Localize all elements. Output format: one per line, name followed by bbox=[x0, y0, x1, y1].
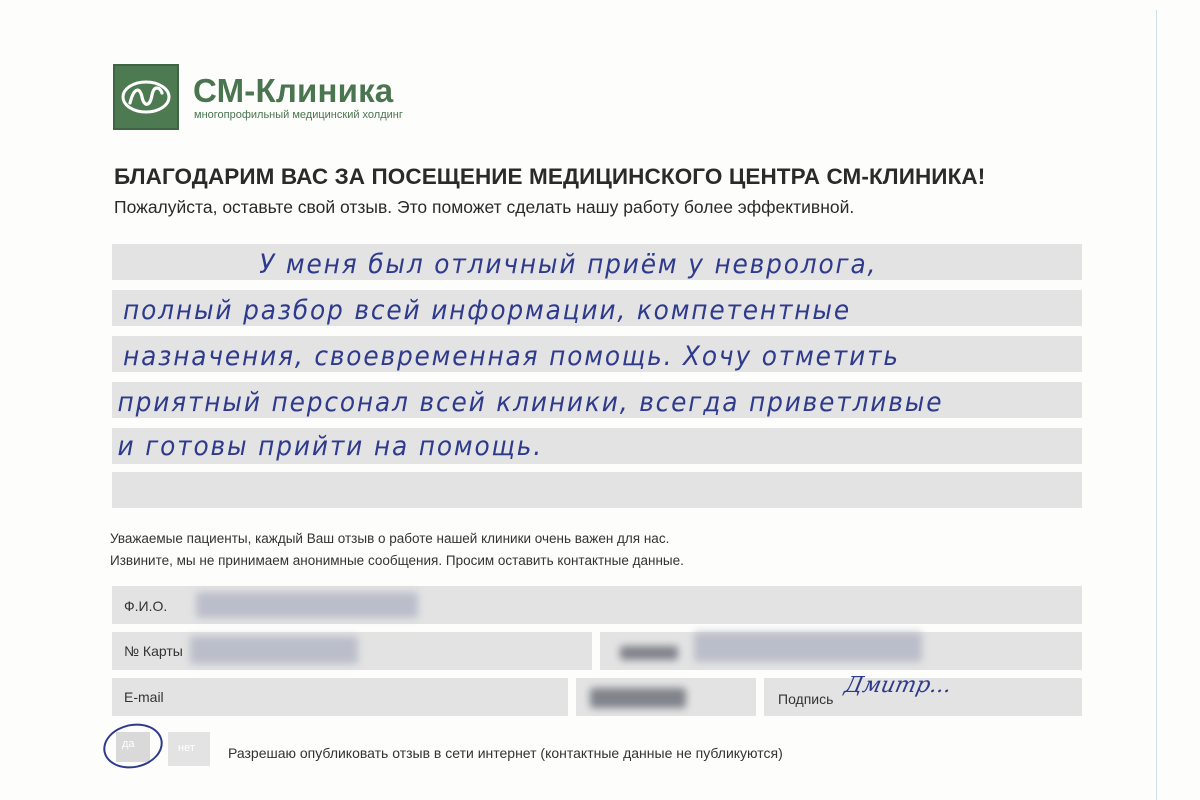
consent-yes-option[interactable] bbox=[103, 724, 163, 768]
card-number-redacted-value bbox=[190, 636, 358, 664]
handdrawn-circle-mark bbox=[99, 718, 167, 774]
review-line-2: полный разбор всей информации, компетентные bbox=[123, 295, 851, 326]
review-line-4: приятный персонал всей клиники, всегда приветливые bbox=[117, 387, 944, 418]
brand-name: СМ-Клиника bbox=[193, 72, 394, 109]
page-subtitle: Пожалуйста, оставьте свой отзыв. Это поможет сделать нашу работу более эффективной. bbox=[114, 197, 855, 217]
email-field[interactable] bbox=[112, 678, 568, 716]
email-redacted-value bbox=[590, 688, 686, 708]
review-line-1: У меня был отличный приём у невролога, bbox=[259, 249, 878, 280]
fio-label: Ф.И.О. bbox=[124, 598, 168, 614]
signature-label: Подпись bbox=[778, 691, 834, 707]
page-title: БЛАГОДАРИМ ВАС ЗА ПОСЕЩЕНИЕ МЕДИЦИНСКОГО ЦЕНТРА СМ-КЛИНИКА! bbox=[114, 164, 986, 189]
review-line-3: назначения, своевременная помощь. Хочу отметить bbox=[123, 341, 900, 372]
handwritten-signature: Дмитр... bbox=[842, 673, 954, 698]
phone-redacted-label bbox=[620, 646, 678, 660]
card-number-label: № Карты bbox=[124, 643, 183, 659]
consent-no-checkbox[interactable] bbox=[168, 732, 210, 766]
review-line-stripe bbox=[112, 472, 1082, 508]
notice-line-1: Уважаемые пациенты, каждый Ваш отзыв о работе нашей клиники очень важен для нас. bbox=[110, 531, 670, 546]
email-label: E-mail bbox=[124, 689, 164, 705]
fio-redacted-value bbox=[196, 592, 418, 618]
consent-text: Разрешаю опубликовать отзыв в сети интернет (контактные данные не публикуются) bbox=[228, 745, 783, 761]
contact-notice bbox=[110, 528, 684, 572]
brand-tagline: многопрофильный медицинский холдинг bbox=[194, 109, 403, 121]
consent-yes-label: да bbox=[122, 738, 135, 750]
phone-redacted-value bbox=[694, 632, 922, 662]
notice-line-2: Извините, мы не принимаем анонимные сообщения. Просим оставить контактные данные. bbox=[110, 553, 684, 568]
consent-no-label: нет bbox=[178, 742, 195, 754]
page-edge-line bbox=[1156, 10, 1157, 800]
review-line-5: и готовы прийти на помощь. bbox=[117, 431, 543, 462]
snake-logo-icon bbox=[113, 64, 179, 130]
brand-logo bbox=[113, 64, 433, 130]
review-field[interactable] bbox=[112, 238, 1082, 506]
